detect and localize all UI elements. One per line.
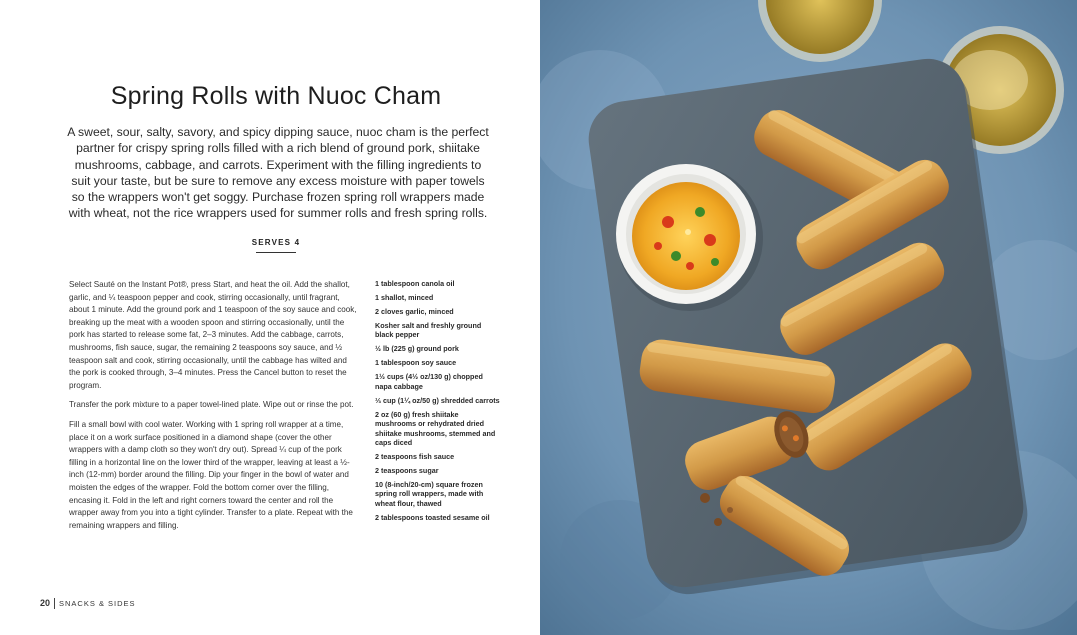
ingredient-item: Kosher salt and freshly ground black pepper: [375, 321, 482, 340]
ingredient-item: 2 cloves garlic, minced: [375, 307, 454, 316]
page-footer: [40, 597, 136, 609]
ingredient-item: 2 oz (60 g) fresh shiitake mushrooms or rehydrated dried shiitake mushrooms, stemmed and caps diced: [375, 409, 496, 448]
serves-label: SERVES 4: [251, 238, 301, 247]
nuoc-cham-bowl: [616, 164, 763, 311]
ingredient-item: ½ lb (225 g) ground pork: [375, 344, 459, 354]
ingredients-list: [375, 279, 500, 527]
ingredient-item: 1 tablespoon canola oil: [375, 279, 455, 288]
ingredient-item: 1 shallot, minced: [375, 293, 434, 302]
ingredient-item: 2 tablespoons toasted sesame oil: [375, 512, 490, 522]
recipe-title: Spring Rolls with Nuoc Cham: [110, 82, 442, 110]
method-step-2: Transfer the pork mixture to a paper towel-lined plate. Wipe out or rinse the pot.: [69, 400, 354, 410]
page-number: 20: [40, 598, 51, 608]
method-step-3: Fill a small bowl with cool water. Working with 1 spring roll wrapper at a time, place it on a work surface positioned in a diamond shape (cover the other wrappers with a damp cloth so they won't dry out). Spread ¼ cup of the pork filling in a horizontal line on the lower third of the wrapper, leaving at least a ½-inch (12-mm) border around the filling. Dip your finger in the bowl of water and moisten the edges of the wrapper. Fold the bottom corner over the filling, encasing it. Fold in the left and right corners toward the center and roll the wrapper away from you into a tight cylinder. Transfer to a plate. Repeat with the remaining wrappers and filling.: [69, 419, 353, 530]
recipe-intro: A sweet, sour, salty, savory, and spicy dipping sauce, nuoc cham is the perfect partner for crispy spring rolls filled with a rich blend of ground pork, shiitake mushrooms, cabbage, and carrots. Experiment with the filling ingredients to suit your taste, but be sure to remove any excess moisture with paper towels so the wrappers won't get soggy. Purchase frozen spring roll wrappers made with wheat, not the rice wrappers used for summer rolls and fresh spring rolls.: [67, 125, 489, 221]
photo-illustration: [540, 0, 1077, 635]
ingredient-item: ⅓ cup (1¼ oz/50 g) shredded carrots: [375, 395, 500, 405]
ingredient-item: 2 teaspoons fish sauce: [375, 452, 455, 462]
footer-divider: [54, 598, 55, 609]
method-step-1: Select Sauté on the Instant Pot®, press Start, and heat the oil. Add the shallot, garlic, and ¼ teaspoon pepper and cook, stirring occasionally, until fragrant, about 1 minute. Add the ground pork and 1 teaspoon of the soy sauce and cook, breaking up the meat with a wooden spoon and stirring occasionally, until the pork has started to release some fat, 2–3 minutes. Add the cabbage, carrots, mushrooms, fish sauce, sugar, the remaining 2 teaspoons soy sauce, and ½ teaspoon salt and cook, stirring occasionally, until the cabbage has wilted and the pork is cooked through, 3–4 minutes. Press the Cancel button to reset the program.: [69, 280, 357, 390]
section-name: SNACKS & SIDES: [59, 598, 136, 608]
ingredient-item: 1½ cups (4½ oz/130 g) chopped napa cabbage: [375, 372, 483, 391]
serves-divider: [256, 252, 296, 253]
spring-rolls-photo: [540, 0, 1077, 635]
ingredient-item: 1 tablespoon soy sauce: [375, 358, 457, 368]
ingredient-item: 2 teaspoons sugar: [375, 466, 439, 476]
method-column: [69, 279, 357, 539]
ingredient-item: 10 (8-inch/20-cm) square frozen spring roll wrappers, made with wheat flour, thawed: [375, 480, 484, 508]
